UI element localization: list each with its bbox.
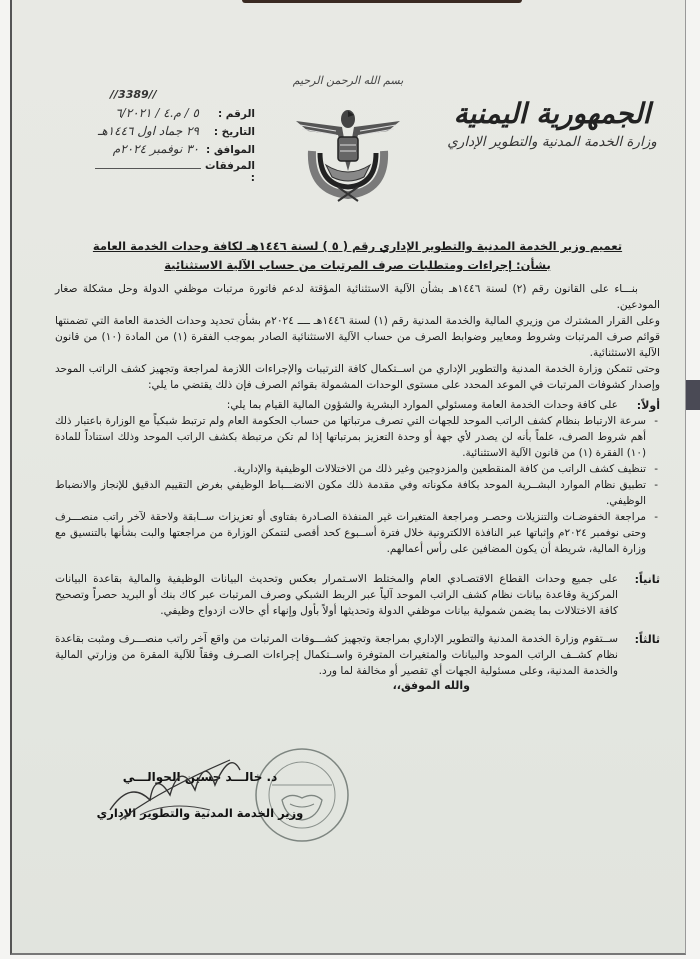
section-first-bullets	[55, 413, 660, 557]
section-text: على جميع وحدات القطاع الاقتصـادي العام والمختلط الاسـتمرار بعكس وتحديث البيانات الوظيفية والمالية بقاعدة البيانات المركزية وقاعدة بيانات نظام كشف الراتب الموحد آلياً عبر الربط الشبكي وصرف المرتبات عبر كاك بنك أو البريد حصراً وتصحيح كافة الاختلالات بما يضمن شمولية بيانات موظفي الدولة وتحديثها أولاً بأول وإنهاء أي حالات ازدواج وظيفي.	[55, 573, 618, 617]
section-label: أولاً:	[636, 399, 660, 412]
circular-title: تعميم وزير الخدمة المدنية والتطوير الإداري رقم ( ٥ ) لسنة ١٤٤٦هـ لكافة وحدات الخدمة العامة	[92, 239, 623, 253]
meta-corresponding: الموافق : ٣٠ نوفمبر ٢٠٢٤م	[112, 142, 255, 156]
section-label: ثالثاً:	[634, 633, 660, 646]
circular-subject: بشأن: إجراءات ومتطلبات صرف المرتبات من حساب الآلية الاستثنائية	[164, 258, 551, 272]
section-third	[55, 631, 660, 679]
preamble-decision: وعلى القرار المشترك من وزيري المالية والخدمة المدنية رقم (١) لسنة ١٤٤٦هـ ــــ ٢٠٢٤م بشأن تحديد وحدات الخدمة العامة التي تضمنتها قوائم صرف المرتبات وشروط ومعايير وضوابط الصرف من حساب الآلية الاستثنائية الصادر بموجب الفقرة (١) من المادة (١٠) من قانون الآلية الاستثنائية.	[55, 315, 661, 359]
list-item: - مراجعة الخفوضـات والتنزيلات وحصـر ومراجعة المتغيرات غير المنفذة الصـادرة بفتاوى أو تعزيزات ســابقة ولاحقة لآخر راتب منصـــرف وحتى نوفمبر ٢٠٢٤م وإثباتها عبر النافذة الالكترونية خلال فترة أســبوع كحد أقصى لتتمكن الوزارة من مراجعتها والبت بشأنها بالتنسيق مع وزارة المالية، شريطة أن يكون المضافين على رأس أعمالهم.	[55, 509, 660, 557]
section-first	[55, 397, 660, 413]
emblem-block	[278, 74, 418, 214]
meta-attachments: المرفقات :	[35, 160, 255, 184]
handwritten-signature-icon	[100, 740, 250, 830]
meta-date: التاريخ : ٢٩ جماد اول ١٤٤٦هـ	[97, 124, 255, 138]
signatory-title: وزير الخدمة المدنية والتطوير الإداري	[96, 806, 304, 820]
preamble-purpose: وحتى تتمكن وزارة الخدمة المدنية والتطوير الإداري من اســتكمال كافة الترتيبات والإجراءات اللازمة لمراجعة وتجهيز كشف الراتب الموحد وإصدار كشوفات المرتبات في الموعد المحدد على مستوى الوحدات المشمولة بقوائم الصرف فإن ذلك يقتضي ما يلي:	[55, 363, 660, 391]
ministry-name: وزارة الخدمة المدنية والتطوير الإداري	[447, 134, 657, 150]
attachments-line	[95, 168, 201, 169]
preamble-law: بنـــاء على القانون رقم (٢) لسنة ١٤٤٦هـ بشأن الآلية الاستثنائية المؤقتة لدعم فاتورة مرتبات موظفي الدولة وحل مشكلة صغار المودعين.	[55, 283, 660, 311]
letterhead	[432, 97, 672, 150]
yemen-eagle-emblem-icon	[292, 91, 404, 203]
closing-phrase: والله الموفق،،	[392, 679, 470, 692]
list-item: - تنظيف كشف الراتب من كافة المنقطعين والمزدوجين وغير ذلك من الاختلالات الوظيفية والإدارية.	[55, 461, 660, 477]
signatory-name: د. خالـــد حسين الحوالـــي	[122, 770, 278, 784]
list-item: - تطبيق نظام الموارد البشــرية الموحد بكافة مكوناته وفي مقدمة ذلك مكون الانضـــباط الوظيفي بغرض التقييم الدقيق للإنجاز والانضباط الوظيفي.	[55, 477, 660, 509]
basmala: بسم الله الرحمن الرحيم	[292, 74, 404, 87]
document-body	[55, 237, 660, 692]
section-label: ثانياً:	[634, 573, 660, 586]
section-intro: على كافة وحدات الخدمة العامة ومسئولي الموارد البشرية والشؤون المالية القيام بما يلي:	[226, 399, 618, 411]
republic-name: الجمهورية اليمنية	[453, 97, 651, 130]
meta-number: الرقم : ٥ / م.٤ / ٦/٢٠٢١	[115, 106, 255, 120]
section-second	[55, 571, 660, 619]
signature-block	[60, 770, 340, 820]
top-edge-shadow	[242, 0, 522, 3]
reference-stamp: //3389//	[110, 88, 157, 101]
right-edge-shadow	[686, 380, 700, 410]
list-item: - سرعة الارتباط بنظام كشف الراتب الموحد للجهات التي تصرف مرتباتها من حساب الحكومة العام ولم ترتبط شبكياً مع الوزارة باعتبار ذلك أهم شروط الصرف، علماً بأنه لن يصدر لأي جهة أو وحدة التعزيز بمرتباتها إذا لم تكن مرتبطة بكشف الراتب الموحد وذلك استناداً للمادة (١٠) الفقرة (١) من قانون الآلية الاستثنائية.	[55, 413, 660, 461]
section-text: ســتقوم وزارة الخدمة المدنية والتطوير الإداري بمراجعة وتجهيز كشـــوفات المرتبات من واقع آخر راتب منصـــرف ومثبت بقاعدة نظام كشــف الراتب الموحد والبيانات والمتغيرات المتوفرة واســتكمال إجراءات الصـرف وفقاً للآلية المقرة من وزارتي المالية والخدمة المدنية، وعلى مسئولية الجهات أي تقصير أو مخالفة لما ورد.	[55, 633, 618, 677]
